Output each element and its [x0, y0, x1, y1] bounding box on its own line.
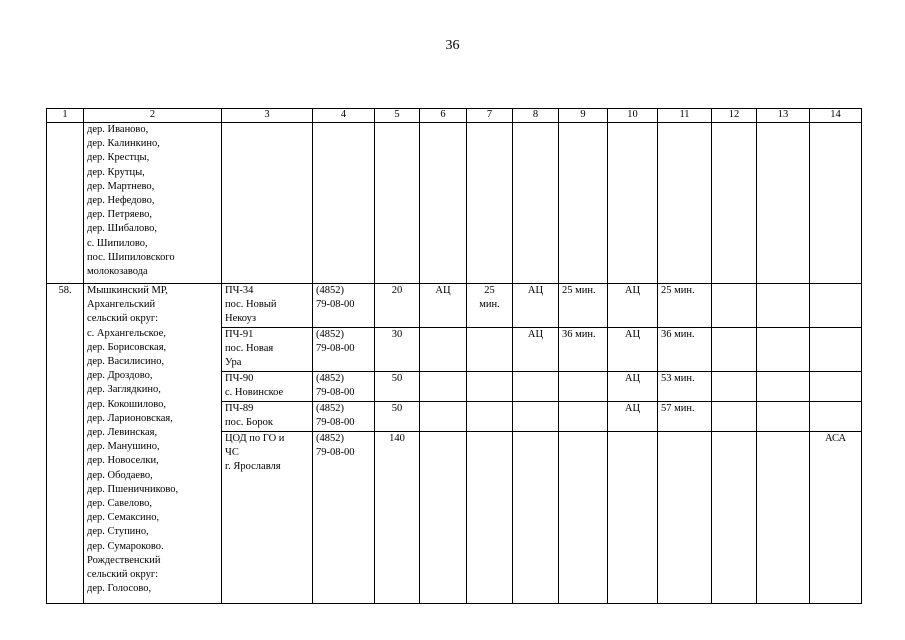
cell-phone: (4852) 79-08-00 [313, 284, 375, 328]
cell-col12 [712, 123, 757, 284]
cell-col9: 25 мин. [559, 284, 608, 328]
cell-col11 [658, 431, 712, 603]
cell-col4 [313, 123, 375, 284]
header-cell-10: 10 [608, 109, 658, 123]
cell-col12 [712, 431, 757, 603]
cell-col7 [467, 431, 513, 603]
cell-settlements: дер. Иваново, дер. Калинкино, дер. Крестцы, дер. Крутцы, дер. Мартнево, дер. Нефедово, дер. Петряево, дер. Шибалово, с. Шипилово, пос. Шипиловского молокозавода [84, 123, 222, 284]
header-cell-11: 11 [658, 109, 712, 123]
cell-unit: ПЧ-91 пос. Новая Ура [222, 327, 313, 371]
header-cell-7: 7 [467, 109, 513, 123]
cell-col11: 57 мин. [658, 401, 712, 431]
cell-col9 [559, 431, 608, 603]
cell-col11: 53 мин. [658, 371, 712, 401]
header-cell-4: 4 [313, 109, 375, 123]
cell-unit: ЦОД по ГО и ЧС г. Ярославля [222, 431, 313, 603]
cell-col13 [757, 123, 810, 284]
cell-col10: АЦ [608, 401, 658, 431]
header-cell-13: 13 [757, 109, 810, 123]
cell-col14 [810, 327, 862, 371]
cell-col12 [712, 371, 757, 401]
cell-col14: АСА [810, 431, 862, 603]
cell-unit: ПЧ-89 пос. Борок [222, 401, 313, 431]
cell-col5: 30 [375, 327, 420, 371]
cell-col6 [420, 371, 467, 401]
cell-col6: АЦ [420, 284, 467, 328]
cell-row-number: 58. [47, 284, 84, 604]
header-cell-2: 2 [84, 109, 222, 123]
cell-phone: (4852) 79-08-00 [313, 401, 375, 431]
cell-phone: (4852) 79-08-00 [313, 431, 375, 603]
header-cell-1: 1 [47, 109, 84, 123]
cell-col10: АЦ [608, 284, 658, 328]
cell-col8 [513, 371, 559, 401]
cell-col12 [712, 327, 757, 371]
cell-col6 [420, 401, 467, 431]
cell-col5: 20 [375, 284, 420, 328]
cell-col3 [222, 123, 313, 284]
table-row-continuation [47, 123, 862, 284]
cell-col9: 36 мин. [559, 327, 608, 371]
header-cell-8: 8 [513, 109, 559, 123]
cell-col5: 140 [375, 431, 420, 603]
page-number: 36 [445, 38, 460, 53]
header-cell-6: 6 [420, 109, 467, 123]
cell-col13 [757, 401, 810, 431]
cell-col11: 25 мин. [658, 284, 712, 328]
cell-col13 [757, 371, 810, 401]
cell-col10 [608, 123, 658, 284]
cell-col10 [608, 431, 658, 603]
cell-col5 [375, 123, 420, 284]
cell-col6 [420, 327, 467, 371]
cell-col7 [467, 371, 513, 401]
cell-col13 [757, 327, 810, 371]
cell-col7 [467, 327, 513, 371]
header-cell-5: 5 [375, 109, 420, 123]
cell-col10: АЦ [608, 327, 658, 371]
cell-settlements-58: Мышкинский МР, Архангельский сельский округ: с. Архангельское, дер. Борисовская, дер. Василисино, дер. Дроздово, дер. Заглядкино, дер. Кокошилово, дер. Ларионовская, дер. Левинская, дер. Манушино, дер. Новоселки, дер. Ободаево, дер. Пшеничниково, дер. Савелово, дер. Семаксино, дер. Ступино, дер. Сумароково. Рождественский сельский округ: дер. Голосово, [84, 284, 222, 604]
cell-phone: (4852) 79-08-00 [313, 371, 375, 401]
cell-col8: АЦ [513, 284, 559, 328]
cell-col11 [658, 123, 712, 284]
cell-col6 [420, 123, 467, 284]
cell-col7 [467, 123, 513, 284]
cell-col14 [810, 371, 862, 401]
cell-col14 [810, 401, 862, 431]
cell-col8 [513, 123, 559, 284]
cell-col11: 36 мин. [658, 327, 712, 371]
cell-col13 [757, 284, 810, 328]
header-cell-12: 12 [712, 109, 757, 123]
cell-col8 [513, 431, 559, 603]
cell-col12 [712, 401, 757, 431]
cell-col13 [757, 431, 810, 603]
cell-num [47, 123, 84, 284]
header-row [47, 109, 862, 123]
cell-col12 [712, 284, 757, 328]
cell-col8 [513, 401, 559, 431]
header-cell-3: 3 [222, 109, 313, 123]
header-cell-9: 9 [559, 109, 608, 123]
cell-col7: 25 мин. [467, 284, 513, 328]
cell-col8: АЦ [513, 327, 559, 371]
cell-col7 [467, 401, 513, 431]
cell-col5: 50 [375, 401, 420, 431]
cell-col9 [559, 371, 608, 401]
cell-col5: 50 [375, 371, 420, 401]
header-cell-14: 14 [810, 109, 862, 123]
cell-col9 [559, 401, 608, 431]
table-row-58-unit-1 [47, 284, 862, 328]
cell-phone: (4852) 79-08-00 [313, 327, 375, 371]
cell-col14 [810, 284, 862, 328]
cell-col10: АЦ [608, 371, 658, 401]
document-table [46, 108, 862, 604]
cell-col14 [810, 123, 862, 284]
cell-unit: ПЧ-34 пос. Новый Некоуз [222, 284, 313, 328]
cell-col9 [559, 123, 608, 284]
cell-unit: ПЧ-90 с. Новинское [222, 371, 313, 401]
cell-col6 [420, 431, 467, 603]
